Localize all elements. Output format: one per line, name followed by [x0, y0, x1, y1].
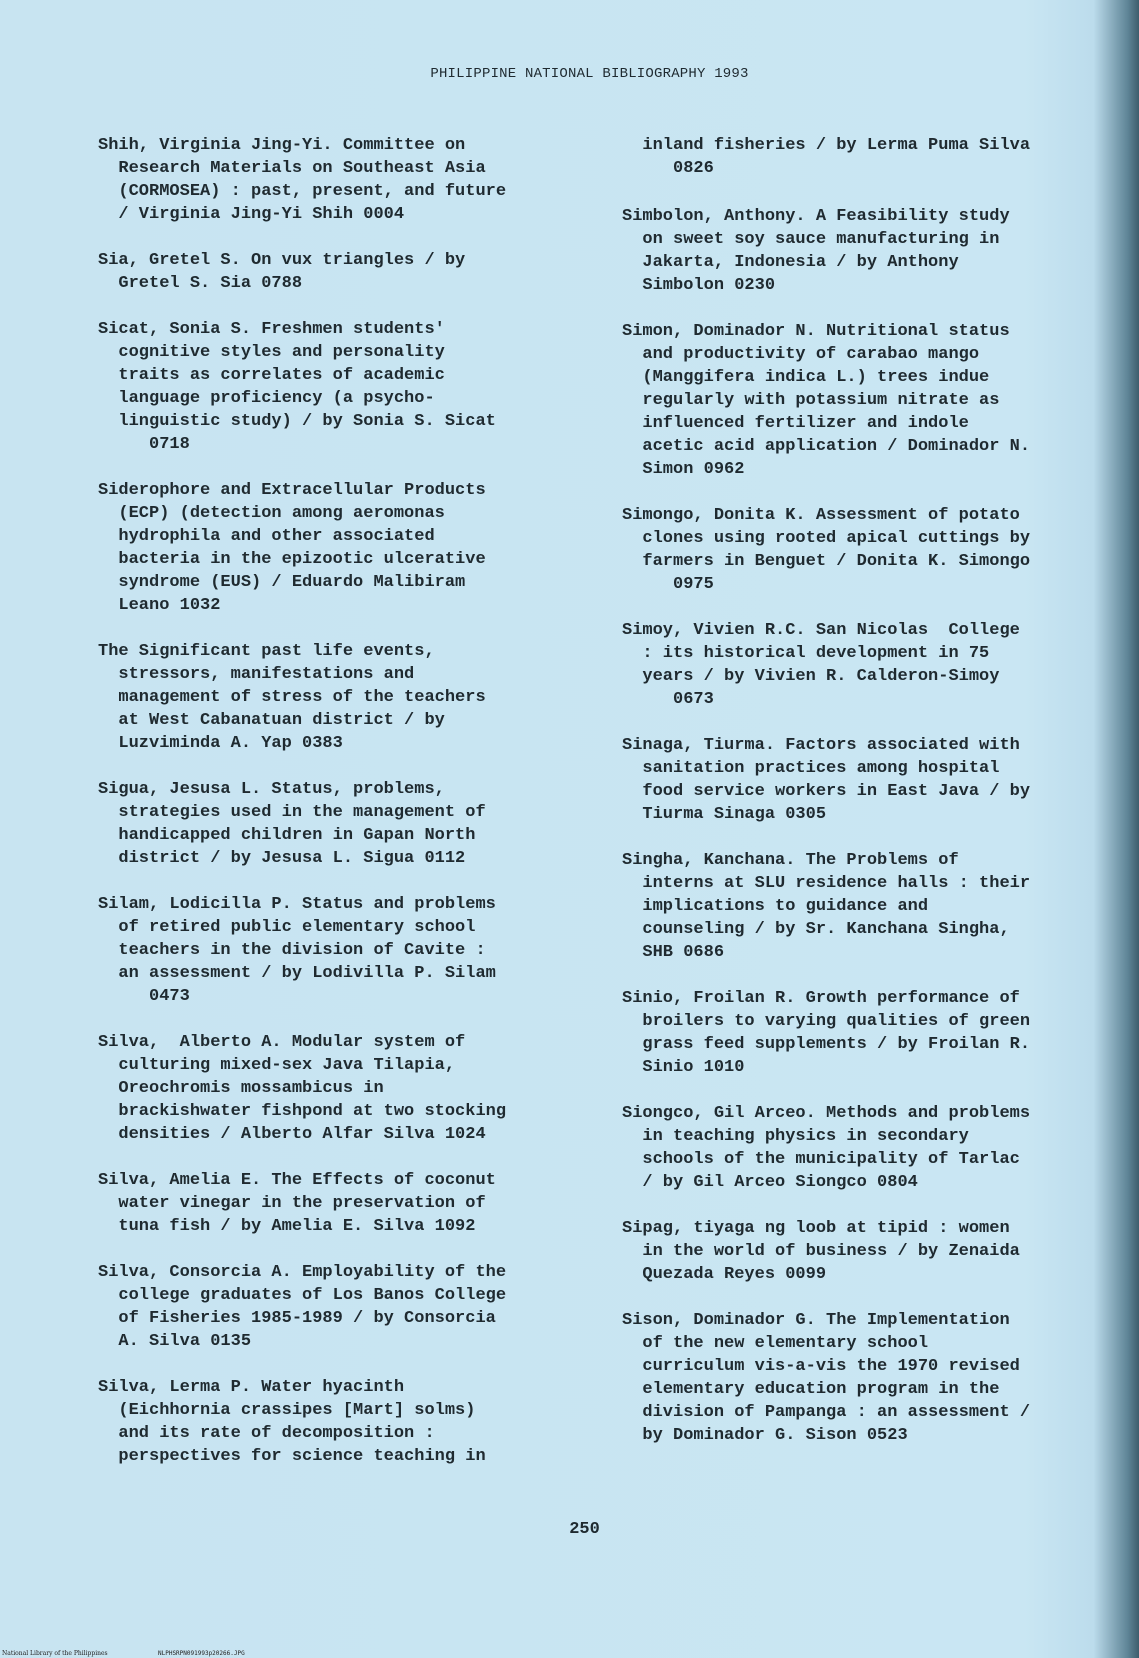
bibliography-entry: Singha, Kanchana. The Problems of interns at SLU residence halls : their implications to guidance and counseling / by Sr. Kanchana Singha, SHB 0686 — [622, 851, 1031, 962]
bibliography-entry: Sipag, tiyaga ng loob at tipid : women in the world of business / by Zenaida Quezada Reyes 0099 — [622, 1219, 1020, 1284]
bibliography-entry: Silva, Amelia E. The Effects of coconut water vinegar in the preservation of tuna fish / by Amelia E. Silva 1092 — [98, 1171, 496, 1236]
bibliography-entry: Silva, Lerma P. Water hyacinth (Eichhornia crassipes [Mart] solms) and its rate of decomposition : perspectives for science teaching in — [98, 1378, 486, 1466]
bibliography-entry: Shih, Virginia Jing-Yi. Committee on Research Materials on Southeast Asia (CORMOSEA) : past, present, and future / Virginia Jing-Yi Shih 0004 — [98, 136, 507, 224]
bibliography-entry: Sison, Dominador G. The Implementation of the new elementary school curriculum vis-a-vis the 1970 revised elementary education program in the division of Pampanga : an assessment / by Dominador G. Sison 0523 — [622, 1311, 1031, 1445]
bibliography-entry: Simoy, Vivien R.C. San Nicolas College : its historical development in 75 years / by Vivien R. Calderon-Simoy 0673 — [622, 621, 1020, 709]
bibliography-entry: Silam, Lodicilla P. Status and problems of retired public elementary school teachers in the division of Cavite : an assessment / by Lodivilla P. Silam 0473 — [98, 895, 496, 1006]
bibliography-entry: Sinio, Froilan R. Growth performance of broilers to varying qualities of green grass feed supplements / by Froilan R. Sinio 1010 — [622, 989, 1031, 1077]
library-credit: National Library of the Philippines — [2, 1650, 108, 1657]
bibliography-entry: Sigua, Jesusa L. Status, problems, strategies used in the management of handicapped children in Gapan North district / by Jesusa L. Sigua 0112 — [98, 780, 486, 868]
bibliography-entry: Silva, Consorcia A. Employability of the college graduates of Los Banos College of Fisheries 1985-1989 / by Consorcia A. Silva 0135 — [98, 1263, 507, 1351]
bibliography-entry: The Significant past life events, stressors, manifestations and management of stress of the teachers at West Cabanatuan district / by Luzviminda A. Yap 0383 — [98, 642, 486, 753]
right-column — [622, 134, 1102, 1470]
bibliography-entry: Simon, Dominador N. Nutritional status and productivity of carabao mango (Manggifera indica L.) trees indue regularly with potassium nitrate as influenced fertilizer and indole acetic acid application / Dominador N. Simon 0962 — [622, 322, 1031, 479]
bibliography-entry: Sicat, Sonia S. Freshmen students' cognitive styles and personality traits as correlates of academic language proficiency (a psycho- linguistic study) / by Sonia S. Sicat 0718 — [98, 320, 496, 454]
bibliography-entry: Sinaga, Tiurma. Factors associated with sanitation practices among hospital food service workers in East Java / by Tiurma Sinaga 0305 — [622, 736, 1031, 824]
bibliography-entry-continued: inland fisheries / by Lerma Puma Silva 0826 — [642, 136, 1031, 178]
running-title: PHILIPPINE NATIONAL BIBLIOGRAPHY 1993 — [430, 66, 749, 82]
bibliography-entry: Simbolon, Anthony. A Feasibility study on sweet soy sauce manufacturing in Jakarta, Indonesia / by Anthony Simbolon 0230 — [622, 207, 1010, 295]
bibliography-entry: Silva, Alberto A. Modular system of culturing mixed-sex Java Tilapia, Oreochromis mossambicus in brackishwater fishpond at two stocking densities / Alberto Alfar Silva 1024 — [98, 1033, 507, 1144]
bibliography-entry: Sia, Gretel S. On vux triangles / by Gretel S. Sia 0788 — [98, 251, 466, 293]
bibliography-entry: Siongco, Gil Arceo. Methods and problems in teaching physics in secondary schools of the municipality of Tarlac / by Gil Arceo Siongco 0804 — [622, 1104, 1031, 1192]
bibliography-entry: Simongo, Donita K. Assessment of potato clones using rooted apical cuttings by farmers in Benguet / Donita K. Simongo 0975 — [622, 506, 1031, 594]
left-column — [98, 134, 598, 1491]
file-name: NLPHSRPN091993p20266.JPG — [158, 1650, 245, 1657]
page-number: 250 — [569, 1520, 600, 1539]
bibliography-entry: Siderophore and Extracellular Products (ECP) (detection among aeromonas hydrophila and other associated bacteria in the epizootic ulcerative syndrome (EUS) / Eduardo Malibiram Leano 1032 — [98, 481, 486, 615]
